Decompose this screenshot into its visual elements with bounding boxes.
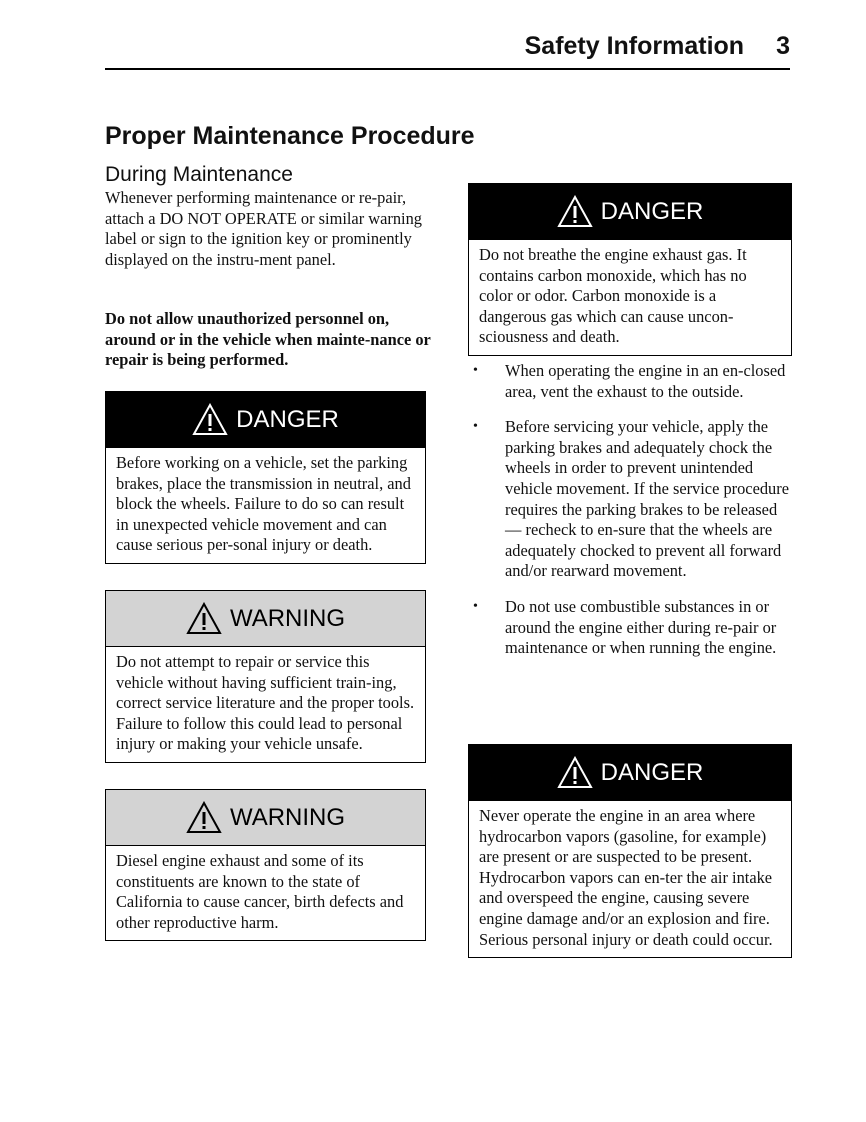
warning-label: WARNING [229, 604, 346, 632]
warning-text: Do not attempt to repair or service this vehicle without having sufficient train-ing, correct service literature and the proper tools. Failure to follow this could lead to personal injury or making your vehicle unsafe. [116, 652, 415, 754]
warning-box-repair [105, 590, 426, 763]
warning-triangle-icon [192, 403, 228, 437]
danger-text: Do not breathe the engine exhaust gas. It contains carbon monoxide, which has no color or odor. Carbon monoxide is a dangerous gas which can cause uncon-sciousness and death. [479, 245, 747, 347]
warning-triangle-icon [186, 801, 222, 835]
bullet-icon: • [473, 598, 478, 614]
warning-text: Diesel engine exhaust and some of its constituents are known to the state of California to cause cancer, birth defects and other reproductive harm. [116, 851, 404, 932]
page-header [105, 30, 790, 70]
header-text [525, 30, 790, 62]
list-item-text: When operating the engine in an en-closed area, vent the exhaust to the outside. [505, 361, 786, 401]
warning-header [106, 591, 425, 647]
list-item [468, 597, 793, 659]
list-item [468, 417, 793, 582]
page-number: 3 [776, 32, 790, 60]
list-item [468, 361, 793, 402]
danger-header [106, 392, 425, 448]
list-item-text: Before servicing your vehicle, apply the parking brakes and adequately chock the wheels in order to prevent unintended vehicle movement. If the service procedure requires the parking brakes to be released — recheck to en-sure that the wheels are adequately chocked to prevent all forward and/or rearward movement. [505, 417, 789, 581]
danger-label: DANGER [236, 405, 339, 433]
danger-box-hydrocarbon [468, 744, 792, 958]
safety-bullet-list [468, 361, 793, 674]
section-subtitle: During Maintenance [105, 163, 293, 186]
warning-triangle-icon [557, 756, 593, 790]
danger-label: DANGER [600, 197, 704, 225]
warning-triangle-icon [186, 602, 222, 636]
section-title: Safety Information [524, 32, 745, 60]
warning-label: WARNING [229, 803, 346, 831]
bullet-icon: • [473, 363, 478, 378]
intro-paragraph: Whenever performing maintenance or re-pair, attach a DO NOT OPERATE or similar warning label or sign to the ignition key or prominently displayed on the instru-ment panel. [105, 188, 422, 269]
warning-header [106, 790, 425, 846]
danger-box-parking-brakes [105, 391, 426, 564]
bold-paragraph: Do not allow unauthorized personnel on, around or in the vehicle when mainte-nance or repair is being performed. [105, 309, 431, 370]
page-title: Proper Maintenance Procedure [105, 122, 475, 150]
warning-box-diesel [105, 789, 426, 941]
danger-header [469, 184, 791, 240]
list-item-text: Do not use combustible substances in or around the engine either during re-pair or maintenance or when running the engine. [505, 596, 777, 658]
warning-triangle-icon [557, 195, 593, 229]
bullet-icon: • [473, 419, 478, 435]
danger-label: DANGER [600, 758, 704, 786]
danger-header [469, 745, 791, 801]
danger-box-exhaust [468, 183, 792, 356]
danger-text: Never operate the engine in an area where hydrocarbon vapors (gasoline, for example) are present or are suspected to be present. Hydrocarbon vapors can en-ter the air intake and overspeed the engine, causing severe engine damage and/or an explosion and fire. Serious personal injury or death could occur. [479, 806, 773, 949]
danger-text: Before working on a vehicle, set the parking brakes, place the transmission in neutral, and block the wheels. Failure to do so can result in unexpected vehicle movement and can cause serious per-sonal injury or death. [116, 453, 411, 555]
